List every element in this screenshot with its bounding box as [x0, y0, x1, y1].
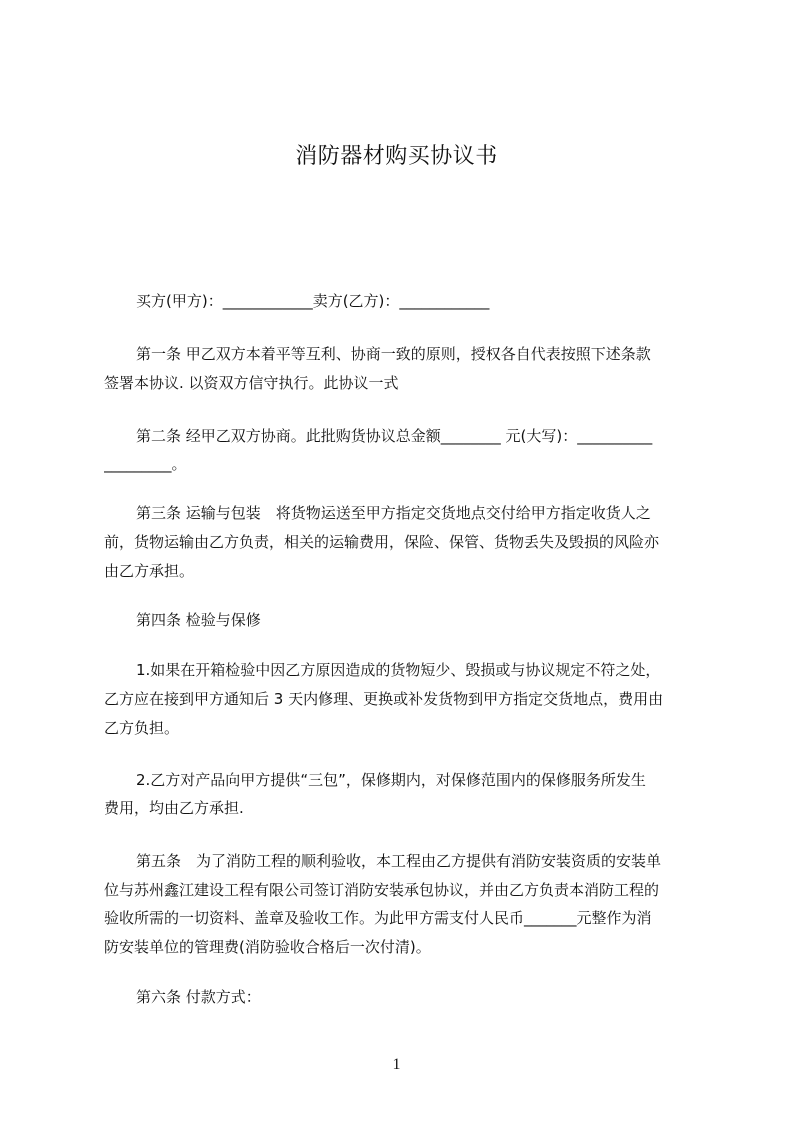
clause3-line2: 前，货物运输由乙方负责，相关的运输费用，保险、保管、货物丢失及毁损的风险亦	[104, 533, 660, 551]
clause4-item1-line1: 1.如果在开箱检验中因乙方原因造成的货物短少、毁损或与协议规定不符之处，	[136, 661, 661, 679]
parties-line: 买方(甲方)：____________卖方(乙方)：____________	[136, 292, 490, 310]
clause5-line2: 位与苏州鑫江建设工程有限公司签订消防安装承包协议，并由乙方负责本消防工程的	[104, 881, 660, 899]
clause2-line2: _________。	[104, 455, 187, 473]
clause2-line1: 第二条 经甲乙双方协商。此批购货协议总金额________ 元(大写)：__________	[136, 427, 653, 445]
clause4-item2-line1: 2.乙方对产品向甲方提供“三包”，保修期内，对保修范围内的保修服务所发生	[136, 771, 646, 789]
clause5-line4: 防安装单位的管理费(消防验收合格后一次付清)。	[104, 938, 431, 956]
document-title: 消防器材购买协议书	[295, 144, 498, 169]
clause4-item1-line2: 乙方应在接到甲方通知后 3 天内修理、更换或补发货物到甲方指定交货地点，费用由	[104, 690, 664, 708]
clause4-item2-line2: 费用，均由乙方承担.	[104, 799, 244, 817]
clause1-line1: 第一条 甲乙双方本着平等互利、协商一致的原则，授权各自代表按照下述条款	[136, 345, 651, 363]
page-number: 1	[392, 1056, 401, 1073]
clause4-item1-line3: 乙方负担。	[104, 719, 180, 737]
clause6-heading: 第六条 付款方式：	[136, 988, 261, 1006]
clause3-line1: 第三条 运输与包装 将货物运送至甲方指定交货地点交付给甲方指定收货人之	[136, 504, 651, 522]
clause3-line3: 由乙方承担。	[104, 562, 195, 580]
clause5-line3: 验收所需的一切资料、盖章及验收工作。为此甲方需支付人民币_______元整作为消	[104, 909, 652, 927]
clause1-line2: 签署本协议. 以资双方信守执行。此协议一式	[104, 374, 399, 392]
clause4-heading: 第四条 检验与保修	[136, 611, 261, 629]
clause5-line1: 第五条 为了消防工程的顺利验收，本工程由乙方提供有消防安装资质的安装单	[136, 852, 662, 870]
